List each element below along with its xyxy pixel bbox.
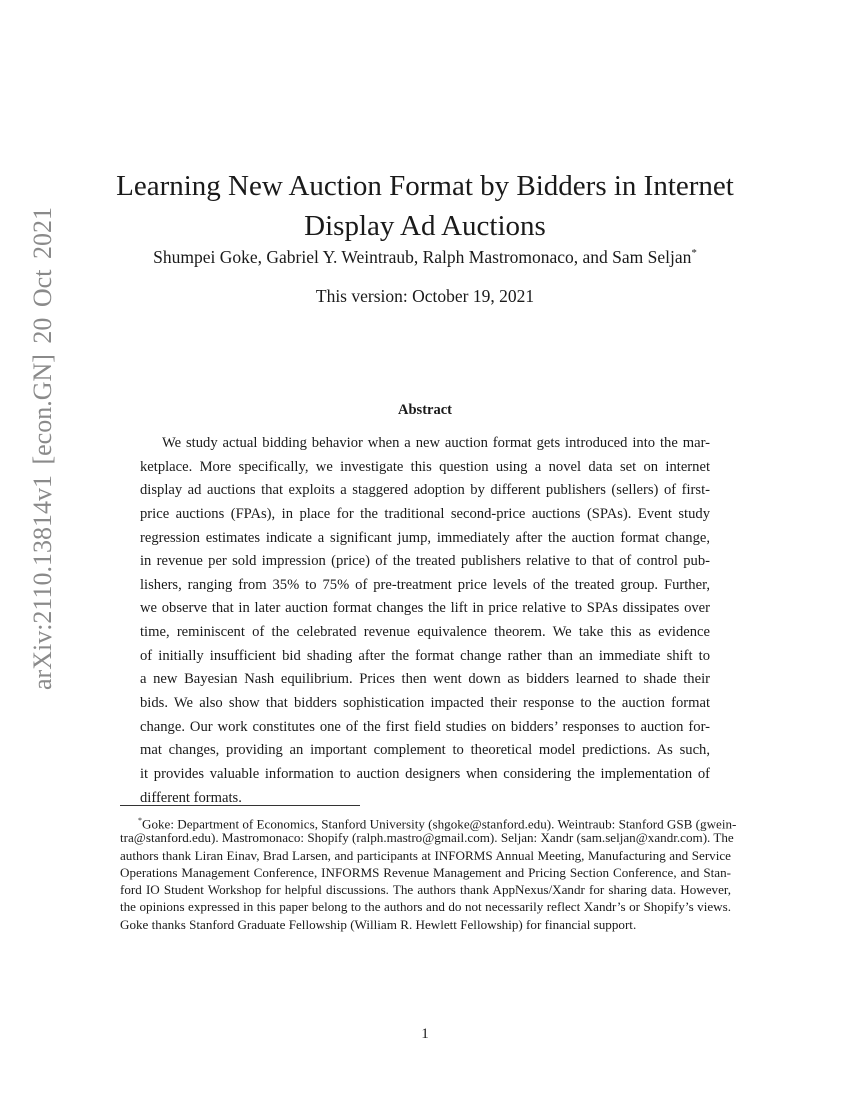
abstract-line: different formats.: [140, 789, 242, 806]
abstract-line: mat changes, providing an important complement to theoretical model predictions. As such,: [140, 742, 710, 759]
abstract-line: price auctions (FPAs), in place for the traditional second-price auctions (SPAs). Event study: [140, 505, 710, 522]
title-line: Display Ad Auctions: [304, 210, 546, 242]
abstract-line: ketplace. More specifically, we investigate this question using a novel data set on internet: [140, 458, 710, 475]
footnote-mark: *: [138, 816, 142, 825]
paper-title: [0, 166, 850, 246]
abstract-line: it provides valuable information to auction designers when considering the implementation of: [140, 765, 710, 782]
abstract-line: We study actual bidding behavior when a new auction format gets introduced into the mar-: [162, 435, 710, 451]
footnote-text: Goke: Department of Economics, Stanford University (shgoke@stanford.edu). Weintraub: Stanford GSB (gwein-: [142, 816, 737, 832]
abstract-line: display ad auctions that exploits a staggered adoption by different publishers (sellers) of first-: [140, 482, 710, 499]
title-line: Learning New Auction Format by Bidders in Internet: [116, 170, 734, 202]
abstract-line: in revenue per sold impression (price) of the treated publishers relative to that of control pub-: [140, 553, 710, 570]
footnote-line: Operations Management Conference, INFORMS Revenue Management and Pricing Section Conference, and Stan-: [120, 864, 731, 880]
footnote-line: Goke thanks Stanford Graduate Fellowship (William R. Hewlett Fellowship) for financial support.: [120, 916, 637, 932]
author-names: Shumpei Goke, Gabriel Y. Weintraub, Ralph Mastromonaco, and Sam Seljan: [153, 247, 692, 267]
abstract-line: we observe that in later auction format changes the lift in price relative to SPAs dissipates over: [140, 600, 710, 617]
version-date: This version: October 19, 2021: [315, 286, 535, 306]
footnote-line: ford IO Student Workshop for helpful discussions. The authors thank AppNexus/Xandr for sharing data. However,: [120, 882, 731, 898]
abstract-body: [140, 432, 710, 810]
abstract-heading: Abstract: [398, 402, 452, 418]
abstract-line: time, reminiscent of the celebrated revenue equivalence theorem. We take this as evidence: [140, 624, 710, 641]
abstract-line: a new Bayesian Nash equilibrium. Prices then went down as bidders learned to shade their: [140, 671, 710, 688]
abstract-line: lishers, ranging from 35% to 75% of pre-treatment price levels of the treated group. Further,: [140, 576, 710, 593]
abstract-line: of initially insufficient bid shading after the format change rather than an immediate shift to: [140, 647, 710, 664]
footnote-marker[interactable]: *: [691, 247, 697, 260]
footnote-line: [120, 812, 737, 832]
abstract-line: change. Our work constitutes one of the first field studies on bidders’ responses to auction for-: [140, 718, 710, 735]
abstract-line: regression estimates indicate a significant jump, immediately after the auction format change,: [140, 529, 710, 546]
footnote-line: tra@stanford.edu). Mastromonaco: Shopify (ralph.mastro@gmail.com). Seljan: Xandr (sam.seljan@xandr.com). The: [120, 830, 734, 846]
footnote: [120, 812, 737, 933]
abstract-line: bids. We also show that bidders sophistication impacted their response to the auction format: [140, 695, 710, 712]
authors: [0, 247, 850, 268]
footnote-line: the opinions expressed in this paper belong to the authors and do not necessarily reflect Xandr’s or Shopify’s views.: [120, 899, 731, 915]
footnote-rule: [120, 805, 360, 806]
footnote-line: authors thank Liran Einav, Brad Larsen, and participants at INFORMS Annual Meeting, Manufacturing and Service: [120, 847, 731, 863]
page-number: 1: [421, 1026, 429, 1042]
arxiv-stamp: arXiv:2110.13814v1 [econ.GN] 20 Oct 2021: [28, 207, 57, 690]
